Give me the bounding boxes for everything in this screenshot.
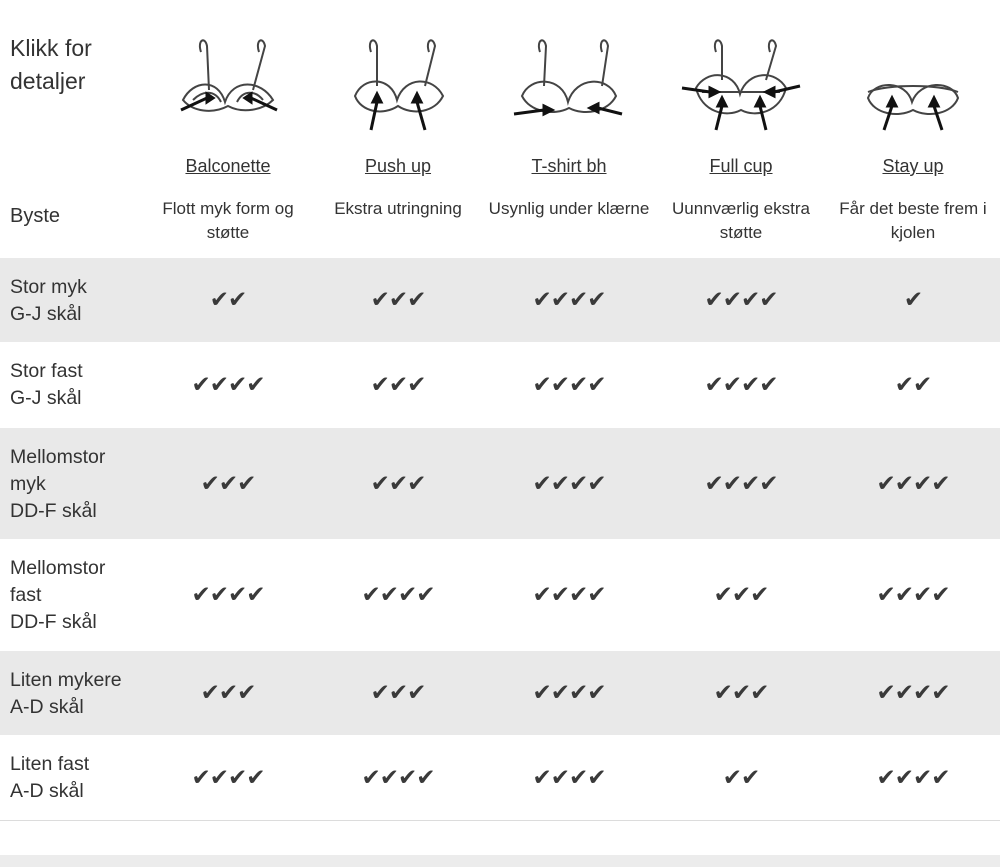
column-desc: Usynlig under klærne	[488, 199, 650, 218]
check-mark-icon: ✔	[587, 372, 606, 398]
table-row-liten-mykere	[0, 651, 1000, 735]
check-mark-icon: ✔	[750, 582, 769, 608]
check-mark-icon: ✔	[416, 765, 435, 791]
check-mark-icon: ✔	[228, 287, 247, 313]
column-desc: Flott myk form og støtte	[162, 199, 294, 242]
check-mark-icon: ✔	[894, 582, 913, 608]
rating-cell	[828, 342, 998, 428]
table-row-liten-fast	[0, 735, 1000, 821]
check-mark-icon: ✔	[587, 470, 606, 497]
check-mark-icon: ✔	[931, 765, 950, 791]
check-mark-icon: ✔	[218, 470, 238, 497]
check-mark-icon: ✔	[894, 765, 913, 791]
check-mark-icon: ✔	[913, 765, 932, 791]
check-mark-icon: ✔	[407, 470, 426, 497]
table-row-mellomstor-fast	[0, 539, 1000, 651]
rating-cell	[313, 428, 483, 539]
check-mark-icon: ✔	[246, 372, 265, 398]
check-mark-icon: ✔	[209, 582, 228, 608]
check-mark-icon: ✔	[741, 470, 760, 497]
check-mark-icon: ✔	[931, 470, 950, 497]
rating-cell	[484, 342, 654, 428]
check-mark-icon: ✔	[722, 470, 741, 497]
rating-cell	[828, 735, 998, 821]
check-mark-icon: ✔	[532, 372, 551, 398]
check-mark-icon: ✔	[587, 287, 606, 313]
rating-cell	[656, 651, 826, 735]
check-mark-icon: ✔	[388, 470, 408, 497]
check-mark-icon: ✔	[370, 372, 389, 398]
check-mark-icon: ✔	[713, 582, 732, 608]
rating-cell	[484, 539, 654, 651]
check-mark-icon: ✔	[228, 765, 247, 791]
check-mark-icon: ✔	[550, 470, 569, 497]
check-mark-icon: ✔	[894, 470, 913, 497]
rating-cell	[143, 428, 313, 539]
rating-cell	[313, 735, 483, 821]
table-row-mellomstor-myk	[0, 428, 1000, 539]
row-label: Liten fast A-D skål	[10, 753, 90, 802]
column-name[interactable]: T-shirt bh	[531, 156, 607, 176]
check-mark-icon: ✔	[569, 287, 588, 313]
check-mark-icon: ✔	[209, 287, 228, 313]
column-desc: Uunnværlig ekstra støtte	[672, 199, 810, 242]
check-mark-icon: ✔	[876, 582, 895, 608]
row-label: Mellomstor myk DD-F skål	[10, 446, 106, 522]
check-mark-icon: ✔	[550, 582, 569, 608]
rating-cell	[484, 651, 654, 735]
rating-cell	[143, 735, 313, 821]
column-name[interactable]: Balconette	[185, 156, 271, 176]
check-mark-icon: ✔	[370, 680, 389, 706]
check-mark-icon: ✔	[894, 372, 913, 398]
check-mark-icon: ✔	[532, 680, 551, 706]
check-mark-icon: ✔	[550, 287, 569, 313]
tshirt-bra-icon[interactable]	[504, 30, 634, 140]
check-mark-icon: ✔	[741, 372, 760, 398]
check-mark-icon: ✔	[388, 287, 408, 313]
footer-strip	[0, 855, 1000, 867]
check-mark-icon: ✔	[876, 470, 895, 497]
check-mark-icon: ✔	[569, 470, 588, 497]
check-mark-icon: ✔	[228, 582, 247, 608]
rating-cell	[656, 342, 826, 428]
check-mark-icon: ✔	[550, 372, 569, 398]
check-mark-icon: ✔	[550, 765, 569, 791]
check-mark-icon: ✔	[876, 680, 895, 706]
stay-up-bra-icon[interactable]	[848, 30, 978, 140]
check-mark-icon: ✔	[569, 680, 588, 706]
check-mark-icon: ✔	[370, 470, 389, 497]
row-label: Mellomstor fast DD-F skål	[10, 557, 106, 633]
check-mark-icon: ✔	[722, 287, 741, 313]
check-mark-icon: ✔	[587, 765, 606, 791]
check-mark-icon: ✔	[532, 287, 551, 313]
check-mark-icon: ✔	[370, 287, 389, 313]
column-push-up	[313, 0, 483, 258]
column-desc: Ekstra utringning	[334, 199, 462, 218]
check-mark-icon: ✔	[741, 765, 760, 791]
column-tshirt	[484, 0, 654, 258]
check-mark-icon: ✔	[894, 680, 913, 706]
check-mark-icon: ✔	[200, 470, 219, 497]
rating-cell	[313, 539, 483, 651]
check-mark-icon: ✔	[407, 680, 426, 706]
check-mark-icon: ✔	[191, 582, 210, 608]
rating-cell	[656, 539, 826, 651]
check-mark-icon: ✔	[379, 582, 398, 608]
check-mark-icon: ✔	[750, 680, 769, 706]
check-mark-icon: ✔	[931, 582, 950, 608]
check-mark-icon: ✔	[407, 287, 426, 313]
check-mark-icon: ✔	[759, 372, 778, 398]
rating-cell	[656, 428, 826, 539]
check-mark-icon: ✔	[228, 372, 247, 398]
check-mark-icon: ✔	[209, 765, 228, 791]
check-mark-icon: ✔	[569, 372, 588, 398]
byste-label: Byste	[10, 205, 61, 227]
check-mark-icon: ✔	[876, 765, 895, 791]
rating-cell	[656, 258, 826, 342]
check-mark-icon: ✔	[200, 680, 219, 706]
check-mark-icon: ✔	[713, 680, 732, 706]
check-mark-icon: ✔	[722, 765, 741, 791]
rating-cell	[828, 258, 998, 342]
column-desc: Får det beste frem i kjolen	[839, 199, 987, 242]
check-mark-icon: ✔	[416, 582, 435, 608]
table-row-stor-myk	[0, 258, 1000, 342]
rating-cell	[143, 342, 313, 428]
check-mark-icon: ✔	[731, 680, 751, 706]
check-mark-icon: ✔	[532, 765, 551, 791]
rating-cell	[313, 258, 483, 342]
check-mark-icon: ✔	[569, 765, 588, 791]
table-header	[0, 0, 1000, 258]
check-mark-icon: ✔	[388, 680, 408, 706]
column-stay-up	[828, 0, 998, 258]
check-mark-icon: ✔	[759, 470, 778, 497]
push-up-bra-icon[interactable]	[333, 30, 463, 140]
check-mark-icon: ✔	[532, 470, 551, 497]
column-name[interactable]: Push up	[364, 156, 432, 176]
rating-cell	[313, 342, 483, 428]
column-balconette	[143, 0, 313, 258]
column-name[interactable]: Stay up	[882, 156, 944, 176]
intro-text: Klikk for detaljer	[10, 35, 92, 94]
balconette-bra-icon[interactable]	[163, 30, 293, 140]
rating-cell	[143, 651, 313, 735]
check-mark-icon: ✔	[398, 765, 417, 791]
check-mark-icon: ✔	[379, 765, 398, 791]
check-mark-icon: ✔	[903, 287, 923, 313]
rating-cell	[143, 539, 313, 651]
check-mark-icon: ✔	[550, 680, 569, 706]
check-mark-icon: ✔	[246, 582, 265, 608]
check-mark-icon: ✔	[704, 372, 723, 398]
rating-cell	[656, 735, 826, 821]
check-mark-icon: ✔	[722, 372, 741, 398]
check-mark-icon: ✔	[209, 372, 228, 398]
rating-cell	[484, 258, 654, 342]
check-mark-icon: ✔	[704, 287, 723, 313]
rating-cell	[484, 428, 654, 539]
row-label: Liten mykere A-D skål	[10, 669, 122, 718]
check-mark-icon: ✔	[398, 582, 417, 608]
check-mark-icon: ✔	[731, 582, 751, 608]
check-mark-icon: ✔	[913, 372, 932, 398]
check-mark-icon: ✔	[569, 582, 588, 608]
check-mark-icon: ✔	[191, 765, 210, 791]
check-mark-icon: ✔	[587, 582, 606, 608]
check-mark-icon: ✔	[237, 470, 256, 497]
table-bottom-divider	[0, 820, 1000, 821]
column-name[interactable]: Full cup	[709, 156, 773, 176]
column-full-cup	[656, 0, 826, 258]
check-mark-icon: ✔	[191, 372, 210, 398]
check-mark-icon: ✔	[913, 582, 932, 608]
check-mark-icon: ✔	[913, 470, 932, 497]
rating-cell	[484, 735, 654, 821]
check-mark-icon: ✔	[246, 765, 265, 791]
rating-cell	[143, 258, 313, 342]
check-mark-icon: ✔	[913, 680, 932, 706]
table-row-stor-fast	[0, 342, 1000, 428]
check-mark-icon: ✔	[704, 470, 723, 497]
rating-cell	[828, 539, 998, 651]
rating-cell	[313, 651, 483, 735]
check-mark-icon: ✔	[759, 287, 778, 313]
check-mark-icon: ✔	[237, 680, 256, 706]
check-mark-icon: ✔	[407, 372, 426, 398]
check-mark-icon: ✔	[361, 582, 380, 608]
check-mark-icon: ✔	[741, 287, 760, 313]
check-mark-icon: ✔	[532, 582, 551, 608]
row-label: Stor fast G-J skål	[10, 360, 83, 409]
rating-cell	[828, 428, 998, 539]
check-mark-icon: ✔	[931, 680, 950, 706]
check-mark-icon: ✔	[388, 372, 408, 398]
rating-cell	[828, 651, 998, 735]
row-label: Stor myk G-J skål	[10, 276, 87, 325]
check-mark-icon: ✔	[361, 765, 380, 791]
check-mark-icon: ✔	[218, 680, 238, 706]
full-cup-bra-icon[interactable]	[676, 30, 806, 140]
check-mark-icon: ✔	[587, 680, 606, 706]
